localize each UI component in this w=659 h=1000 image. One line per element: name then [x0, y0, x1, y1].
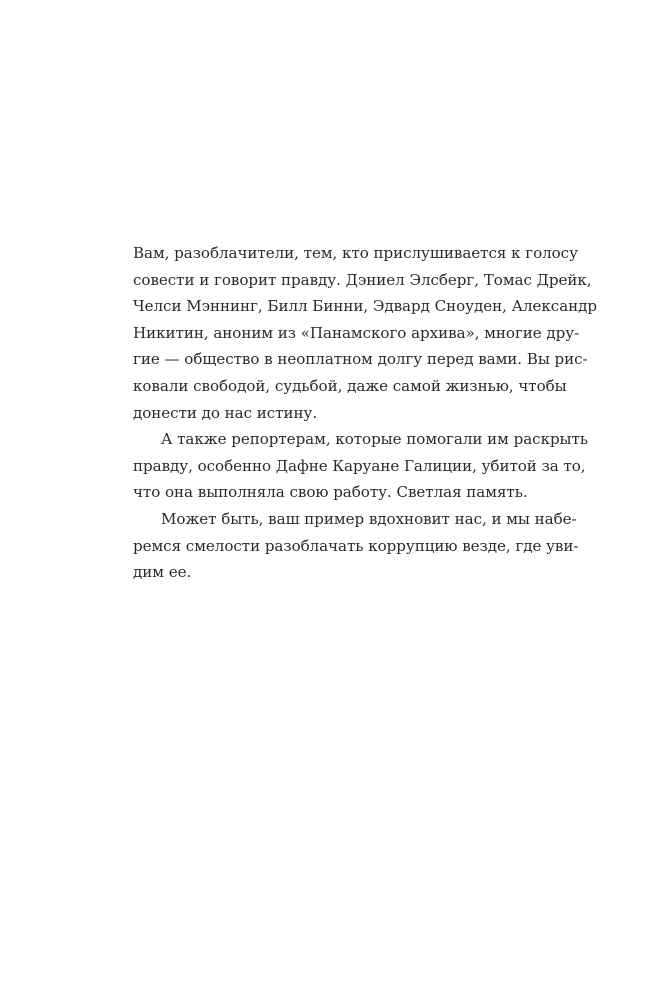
- text-line: совести и говорит правду. Дэниел Элсберг, Томас Дрейк,: [133, 270, 592, 289]
- text-line: Вам, разоблачители, тем, кто прислушивается к голосу: [133, 244, 578, 262]
- dedication-text: [133, 240, 598, 586]
- text-line: донести до нас истину.: [133, 403, 318, 422]
- text-line: правду, особенно Дафне Каруане Галиции, убитой за то,: [133, 456, 586, 475]
- text-line: гие — общество в неоплатном долгу перед вами. Вы рис-: [133, 350, 588, 369]
- text-line: ковали свободой, судьбой, даже самой жизнью, чтобы: [133, 376, 567, 395]
- text-line: ремся смелости разоблачать коррупцию везде, где уви-: [133, 536, 579, 555]
- dedication-paragraph-3: [133, 506, 579, 586]
- text-line: А также репортерам, которые помогали им раскрыть: [161, 430, 588, 449]
- dedication-paragraph-1: [133, 240, 598, 426]
- text-line: Может быть, ваш пример вдохновит нас, и мы набе-: [161, 509, 577, 528]
- dedication-paragraph-2: [133, 426, 588, 506]
- text-line: Челси Мэннинг, Билл Бинни, Эдвард Сноуден, Александр: [133, 297, 598, 316]
- text-line: дим ее.: [133, 563, 192, 582]
- text-line: что она выполняла свою работу. Светлая память.: [133, 483, 528, 502]
- text-line: Никитин, аноним из «Панамского архива», многие дру-: [133, 323, 580, 342]
